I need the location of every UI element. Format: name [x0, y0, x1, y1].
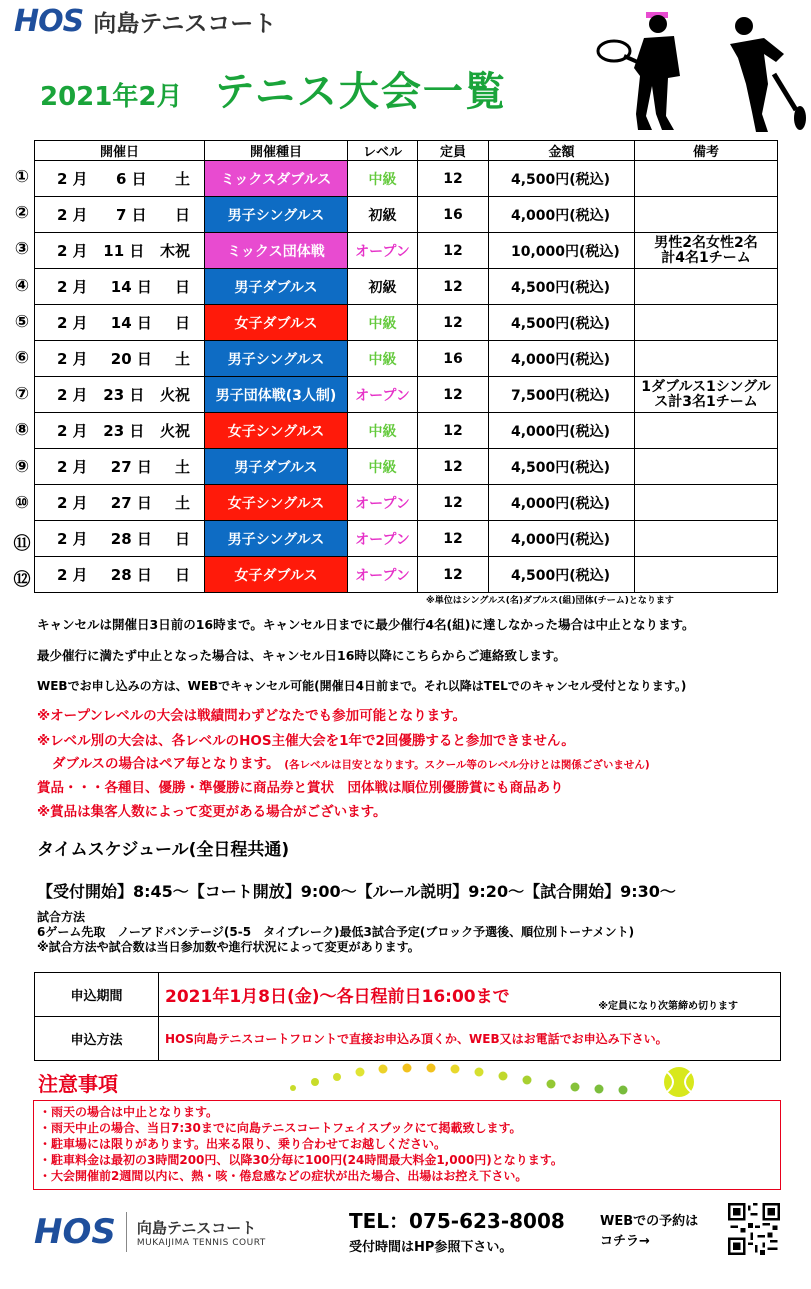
event-type: 男子シングルス	[205, 521, 348, 557]
date-weekday: 木祝	[159, 242, 190, 260]
capacity: 12	[418, 557, 489, 593]
header-level: レベル	[348, 141, 418, 161]
level: 初級	[348, 269, 418, 305]
phone-number[interactable]: TEL：075-623-8008	[349, 1209, 565, 1233]
date-cell	[35, 305, 205, 341]
match-method-title: 試合方法	[37, 910, 86, 924]
table-row	[35, 197, 778, 233]
caution-title: 注意事項	[38, 1072, 118, 1096]
fee: 4,500円(税込)	[489, 269, 635, 305]
header-capacity: 定員	[418, 141, 489, 161]
doubles-pair-text: ダブルスの場合はペア毎となります。	[52, 756, 280, 772]
note	[635, 233, 778, 269]
apply-period-value: 2021年1月8日(金)～各日程前日16:00まで	[165, 987, 510, 1007]
open-level-notice: ※オープンレベルの大会は戦績問わずどなたでも参加可能となります。	[37, 708, 466, 724]
header-fee: 金額	[489, 141, 635, 161]
event-type: 男子団体戦(3人制)	[205, 377, 348, 413]
match-method-note: ※試合方法や試合数は当日参加数や進行状況によって変更があります。	[37, 940, 420, 954]
date-cell	[35, 521, 205, 557]
row-number: ⑪	[13, 534, 31, 554]
date-day: 27 日	[110, 494, 152, 512]
date-cell	[35, 413, 205, 449]
date-cell	[35, 233, 205, 269]
fee: 4,500円(税込)	[489, 557, 635, 593]
table-row	[35, 521, 778, 557]
tournament-table	[34, 140, 778, 593]
fee: 4,000円(税込)	[489, 485, 635, 521]
event-type: 男子ダブルス	[205, 269, 348, 305]
note	[635, 377, 778, 413]
row-number: ③	[14, 239, 30, 260]
footer-divider	[126, 1212, 127, 1252]
date-day: 23 日	[103, 422, 145, 440]
event-type: 男子シングルス	[205, 197, 348, 233]
caution-item: ・駐車場には限りがあります。出来る限り、乗り合わせてお越しください。	[39, 1137, 447, 1151]
qr-code-icon[interactable]	[728, 1203, 780, 1255]
event-type: 女子ダブルス	[205, 557, 348, 593]
date-weekday: 土	[174, 350, 190, 368]
date-month: 2 月	[57, 530, 88, 548]
apply-period-note: ※定員になり次第締め切ります	[598, 1001, 738, 1012]
date-cell	[35, 197, 205, 233]
header-note: 備考	[635, 141, 778, 161]
row-number: ①	[14, 167, 30, 187]
date-month: 2 月	[57, 458, 88, 476]
date-month: 2 月	[57, 422, 88, 440]
date-weekday: 土	[174, 170, 190, 188]
capacity: 12	[418, 521, 489, 557]
date-day: 27 日	[110, 458, 152, 476]
logo	[14, 4, 276, 39]
date-cell	[35, 449, 205, 485]
table-row	[35, 161, 778, 197]
web-reservation-arrow: コチラ→	[600, 1234, 650, 1249]
note-line: ス計3名1チーム	[654, 393, 758, 410]
logo-mark: HOS	[14, 4, 84, 39]
date-month: 2 月	[57, 278, 88, 296]
caution-item: ・雨天の場合は中止となります。	[39, 1105, 219, 1119]
date-month: 2 月	[57, 386, 88, 404]
apply-period-cell	[159, 973, 781, 1017]
web-reservation-text: WEBでの予約は	[600, 1214, 699, 1229]
level: オープン	[348, 521, 418, 557]
header	[0, 0, 811, 140]
note	[635, 197, 778, 233]
cancel-contact-notice: 最少催行に満たず中止となった場合は、キャンセル日16時以降にこちらからご連絡致します。	[37, 648, 566, 663]
date-month: 2 月	[57, 242, 88, 260]
fee: 7,500円(税込)	[489, 377, 635, 413]
table-row	[35, 233, 778, 269]
date-cell	[35, 161, 205, 197]
capacity: 12	[418, 449, 489, 485]
tennis-player-icon	[594, 6, 704, 136]
prize-change-notice: ※賞品は集客人数によって変更がある場合がございます。	[37, 804, 387, 820]
footer-name: 向島テニスコート	[136, 1218, 257, 1237]
table-row	[35, 305, 778, 341]
date-weekday: 日	[174, 206, 190, 224]
fee: 4,000円(税込)	[489, 197, 635, 233]
footer-logo	[34, 1212, 266, 1252]
prize-notice: 賞品・・・各種目、優勝・準優勝に商品券と賞状 団体戦は順位別優勝賞にも商品あり	[37, 780, 564, 796]
date-month: 2 月	[57, 314, 88, 332]
event-type: 女子シングルス	[205, 485, 348, 521]
caution-item: ・駐車料金は最初の3時間200円、以降30分毎に100円(24時間最大料金1,000円)となります。	[39, 1153, 563, 1167]
note-line: 男性2名女性2名	[654, 234, 758, 251]
table-row	[35, 557, 778, 593]
apply-method-label: 申込方法	[35, 1017, 159, 1061]
level: 中級	[348, 305, 418, 341]
capacity: 12	[418, 269, 489, 305]
event-type: 女子ダブルス	[205, 305, 348, 341]
table-header	[35, 141, 778, 161]
fee: 4,000円(税込)	[489, 413, 635, 449]
row-number: ⑧	[14, 420, 30, 441]
caution-box	[33, 1100, 781, 1190]
date-month: 2 月	[57, 206, 88, 224]
date-month: 2 月	[57, 494, 88, 512]
row-number: ②	[14, 203, 30, 224]
row-number: ⑦	[14, 384, 30, 405]
application-box	[34, 972, 781, 1061]
note	[635, 413, 778, 449]
note	[635, 161, 778, 197]
fee: 4,000円(税込)	[489, 521, 635, 557]
date-weekday: 土	[174, 458, 190, 476]
level: 中級	[348, 449, 418, 485]
date-day: 28 日	[110, 530, 152, 548]
level: 初級	[348, 197, 418, 233]
time-schedule-title: タイムスケジュール(全日程共通)	[37, 840, 290, 860]
date-day: 6 日	[115, 170, 147, 188]
date-day: 7 日	[115, 206, 147, 224]
table-row	[35, 377, 778, 413]
note	[635, 269, 778, 305]
date-month: 2 月	[57, 566, 88, 584]
header-type: 開催種目	[205, 141, 348, 161]
level: 中級	[348, 413, 418, 449]
tennis-player-serve-icon	[724, 14, 808, 138]
level-rule-notice: ※レベル別の大会は、各レベルのHOS主催大会を1年で2回優勝すると参加できません。	[37, 733, 575, 749]
footer-sub: MUKAIJIMA TENNIS COURT	[136, 1237, 266, 1248]
match-method-line: 6ゲーム先取 ノーアドバンテージ(5-5 タイブレーク)最低3試合予定(ブロック予選後、順位別トーナメント)	[37, 925, 635, 939]
date-cell	[35, 557, 205, 593]
apply-method-value: HOS向島テニスコートフロントで直接お申込み頂くか、WEB又はお電話でお申込み下さい。	[159, 1017, 781, 1061]
capacity: 12	[418, 485, 489, 521]
date-weekday: 土	[174, 494, 190, 512]
apply-period-label: 申込期間	[35, 973, 159, 1017]
table-row	[35, 485, 778, 521]
event-type: ミックスダブルス	[205, 161, 348, 197]
page-title	[40, 60, 507, 117]
note	[635, 557, 778, 593]
row-number: ④	[14, 275, 30, 296]
level: オープン	[348, 233, 418, 269]
event-type: 男子シングルス	[205, 341, 348, 377]
cancel-notice: キャンセルは開催日3日前の16時まで。キャンセル日までに最少催行4名(組)に達しなかった場合は中止となります。	[37, 617, 695, 632]
reception-hours: 受付時間はHP参照下さい。	[349, 1240, 513, 1255]
date-weekday: 日	[174, 566, 190, 584]
fee: 4,500円(税込)	[489, 449, 635, 485]
logo-name: 向島テニスコート	[93, 11, 277, 37]
table-row	[35, 413, 778, 449]
header-date: 開催日	[35, 141, 205, 161]
date-cell	[35, 377, 205, 413]
event-type: ミックス団体戦	[205, 233, 348, 269]
row-number: ⑨	[14, 456, 30, 477]
note	[635, 485, 778, 521]
footer-logo-text	[137, 1217, 266, 1248]
capacity: 12	[418, 413, 489, 449]
date-cell	[35, 341, 205, 377]
caution-item: ・大会開催前2週間以内に、熱・咳・倦怠感などの症状が出た場合、出場はお控え下さい。	[39, 1169, 528, 1183]
level: 中級	[348, 161, 418, 197]
date-weekday: 火祝	[159, 422, 190, 440]
capacity: 16	[418, 341, 489, 377]
doubles-level-note: (各レベルは目安となります。スクール等のレベル分けとは関係ございません)	[284, 759, 650, 771]
fee: 4,500円(税込)	[489, 161, 635, 197]
unit-note: ※単位はシングルス(名)ダブルス(組)団体(チーム)となります	[426, 596, 674, 606]
level: オープン	[348, 485, 418, 521]
date-day: 28 日	[110, 566, 152, 584]
web-cancel-notice: WEBでお申し込みの方は、WEBでキャンセル可能(開催日4日前まで。それ以降はTELでのキャンセル受付となります。)	[37, 679, 687, 693]
capacity: 12	[418, 161, 489, 197]
tennis-ball-dots-icon	[285, 1060, 705, 1100]
caution-item: ・雨天中止の場合、当日7:30までに向島テニスコートフェイスブックにて掲載致します。	[39, 1121, 522, 1135]
title-main: テニス大会一覧	[214, 69, 507, 115]
date-day: 14 日	[110, 314, 152, 332]
date-weekday: 日	[174, 314, 190, 332]
date-day: 14 日	[110, 278, 152, 296]
note	[635, 449, 778, 485]
capacity: 12	[418, 377, 489, 413]
date-weekday: 火祝	[159, 386, 190, 404]
date-weekday: 日	[174, 278, 190, 296]
fee: 10,000円(税込)	[489, 233, 635, 269]
capacity: 16	[418, 197, 489, 233]
event-type: 女子シングルス	[205, 413, 348, 449]
level: 中級	[348, 341, 418, 377]
date-day: 11 日	[103, 242, 145, 260]
date-month: 2 月	[57, 350, 88, 368]
match-method	[37, 910, 634, 955]
note	[635, 521, 778, 557]
row-number: ⑩	[14, 492, 30, 513]
note-line: 計4名1チーム	[661, 249, 751, 266]
note	[635, 305, 778, 341]
note	[635, 341, 778, 377]
date-cell	[35, 485, 205, 521]
row-number: ⑥	[14, 348, 30, 368]
note-line: 1ダブルス1シングル	[641, 378, 771, 395]
fee: 4,000円(税込)	[489, 341, 635, 377]
capacity: 12	[418, 233, 489, 269]
date-month: 2 月	[57, 170, 88, 188]
date-cell	[35, 269, 205, 305]
doubles-pair-notice	[52, 752, 650, 772]
fee: 4,500円(税込)	[489, 305, 635, 341]
date-day: 23 日	[103, 386, 145, 404]
date-weekday: 日	[174, 530, 190, 548]
date-day: 20 日	[110, 350, 152, 368]
row-number: ⑤	[14, 311, 30, 332]
web-reservation-link[interactable]	[600, 1212, 698, 1252]
footer-logo-mark: HOS	[34, 1212, 116, 1252]
table-row	[35, 341, 778, 377]
row-number: ⑫	[13, 570, 31, 591]
capacity: 12	[418, 305, 489, 341]
table-row	[35, 269, 778, 305]
table-row	[35, 449, 778, 485]
title-month: 2021年2月	[40, 82, 183, 112]
level: オープン	[348, 377, 418, 413]
event-type: 男子ダブルス	[205, 449, 348, 485]
level: オープン	[348, 557, 418, 593]
time-schedule-line: 【受付開始】8:45～【コート開放】9:00～【ルール説明】9:20～【試合開始】9:30～	[37, 882, 676, 901]
